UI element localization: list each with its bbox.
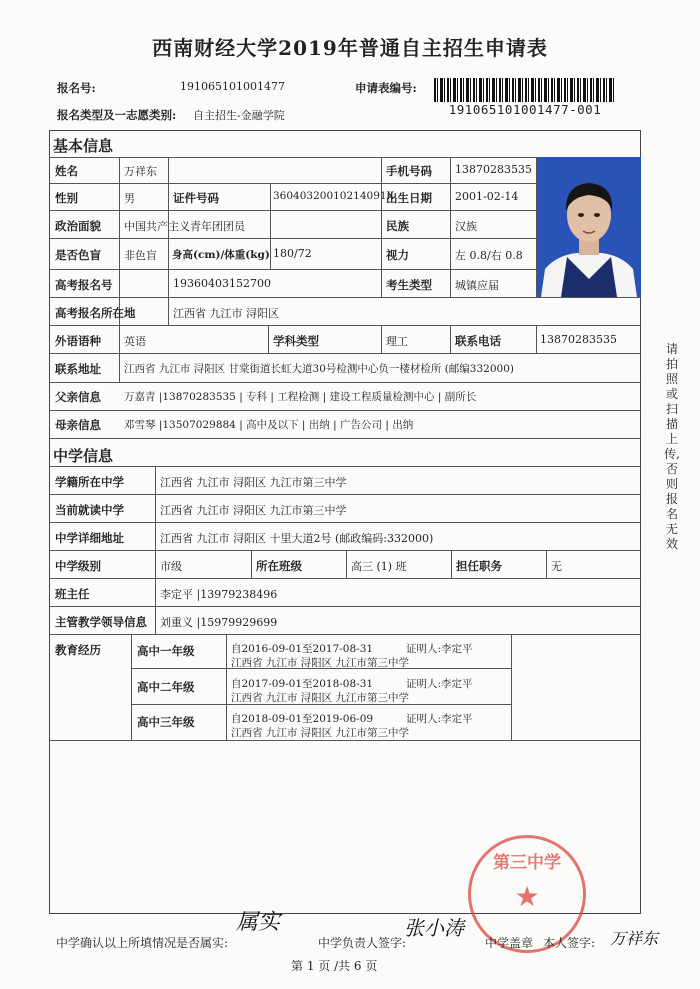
phone-label: 手机号码 xyxy=(386,164,432,178)
contact-phone-value: 13870283535 xyxy=(540,333,617,346)
reg-no-label: 报名号: xyxy=(57,81,96,95)
current-school-label: 当前就读中学 xyxy=(55,503,124,517)
type-label: 报名类型及一志愿类别: xyxy=(57,108,177,122)
barcode-number: 191065101001477-001 xyxy=(448,102,602,117)
birth-label: 出生日期 xyxy=(386,191,432,205)
level-label: 中学级别 xyxy=(55,559,101,573)
school-address-value: 江西省 九江市 浔阳区 十里大道2号 (邮政编码:332000) xyxy=(160,532,434,545)
colorblind-label: 是否色盲 xyxy=(55,248,101,262)
edu-witness: 证明人:李定平 xyxy=(406,678,473,690)
self-signature: 万祥东 xyxy=(610,929,659,948)
exam-place-label: 高考报名所在地 xyxy=(55,306,136,320)
side-note: 请拍照或扫描上传,否则报名无效 xyxy=(664,342,680,551)
id-label: 证件号码 xyxy=(173,191,219,205)
height-weight-label: 身高(cm)/体重(kg) xyxy=(172,249,270,261)
section-basic-title: 基本信息 xyxy=(53,137,114,155)
exam-place-value: 江西省 九江市 浔阳区 xyxy=(173,307,279,320)
head-teacher-value: 李定平 |13979238496 xyxy=(160,588,278,601)
father-value: 万嘉青 |13870283535 | 专科 | 工程检测 | 建设工程质量检测中心 | 副所长 xyxy=(124,391,477,403)
form-no-label: 申请表编号: xyxy=(355,81,417,95)
subject-value: 理工 xyxy=(386,335,408,348)
leader-label: 主管教学领导信息 xyxy=(55,615,147,629)
confirm-signature: 属实 xyxy=(236,910,281,935)
political-label: 政治面貌 xyxy=(55,219,101,233)
seal-text: 第三中学 xyxy=(493,853,561,873)
mother-label: 母亲信息 xyxy=(55,418,101,432)
phone-value: 13870283535 xyxy=(455,163,532,176)
name-label: 姓名 xyxy=(55,164,78,178)
address-value: 江西省 九江市 浔阳区 甘棠街道长虹大道30号检测中心负一楼材检所 (邮编332000) xyxy=(124,363,514,375)
address-label: 联系地址 xyxy=(55,362,101,376)
form-title: 西南财经大学2019年普通自主招生申请表 xyxy=(152,36,548,60)
seal-label: 中学盖章 xyxy=(485,936,534,950)
gender-label: 性别 xyxy=(55,191,78,205)
vision-label: 视力 xyxy=(386,248,409,262)
current-school-value: 江西省 九江市 浔阳区 九江市第三中学 xyxy=(160,504,347,517)
subject-label: 学科类型 xyxy=(273,334,319,348)
leader-value: 刘重义 |15979929699 xyxy=(160,616,278,629)
duty-value: 无 xyxy=(551,560,562,573)
language-label: 外语语种 xyxy=(55,334,101,348)
page-indicator: 第 1 页 /共 6 页 xyxy=(291,959,378,973)
star-icon: ★ xyxy=(514,880,540,913)
edu-grade: 高中二年级 xyxy=(137,680,195,694)
height-weight-value: 180/72 xyxy=(273,247,312,260)
edu-school: 江西省 九江市 浔阳区 九江市第三中学 xyxy=(231,692,410,704)
contact-phone-label: 联系电话 xyxy=(455,334,501,348)
principal-label: 中学负责人签字: xyxy=(318,936,407,950)
edu-witness: 证明人:李定平 xyxy=(406,643,473,655)
applicant-photo xyxy=(537,157,641,297)
reg-school-value: 江西省 九江市 浔阳区 九江市第三中学 xyxy=(160,476,347,489)
class-label: 所在班级 xyxy=(256,559,302,573)
class-value: 高三 (1) 班 xyxy=(351,560,407,573)
ethnic-value: 汉族 xyxy=(455,220,477,233)
edu-school: 江西省 九江市 浔阳区 九江市第三中学 xyxy=(231,657,410,669)
ethnic-label: 民族 xyxy=(386,219,409,233)
edu-period: 自2016-09-01至2017-08-31 xyxy=(231,643,374,655)
duty-label: 担任职务 xyxy=(456,559,502,573)
edu-period: 自2018-09-01至2019-06-09 xyxy=(231,713,374,725)
gender-value: 男 xyxy=(124,192,135,205)
edu-witness: 证明人:李定平 xyxy=(406,713,473,725)
education-label: 教育经历 xyxy=(55,643,101,657)
exam-no-value: 19360403152700 xyxy=(173,277,271,290)
type-value: 自主招生-金融学院 xyxy=(193,109,285,122)
birth-value: 2001-02-14 xyxy=(455,190,519,203)
father-label: 父亲信息 xyxy=(55,390,101,404)
level-value: 市级 xyxy=(160,560,182,573)
reg-school-label: 学籍所在中学 xyxy=(55,475,124,489)
edu-school: 江西省 九江市 浔阳区 九江市第三中学 xyxy=(231,727,410,739)
id-value: 36040320010214091X xyxy=(273,190,395,202)
edu-grade: 高中三年级 xyxy=(137,715,195,729)
candidate-type-value: 城镇应届 xyxy=(455,279,499,292)
vision-value: 左 0.8/右 0.8 xyxy=(455,249,523,262)
name-value: 万祥东 xyxy=(124,165,157,178)
colorblind-value: 非色盲 xyxy=(124,249,157,262)
self-sign-label: 本人签字: xyxy=(543,936,596,950)
exam-no-label: 高考报名号 xyxy=(55,278,113,292)
candidate-type-label: 考生类型 xyxy=(386,278,432,292)
school-address-label: 中学详细地址 xyxy=(55,531,124,545)
reg-no-value: 191065101001477 xyxy=(180,80,285,93)
confirm-label: 中学确认以上所填情况是否属实: xyxy=(56,936,229,950)
edu-grade: 高中一年级 xyxy=(137,644,195,658)
edu-period: 自2017-09-01至2018-08-31 xyxy=(231,678,374,690)
political-value: 中国共产主义青年团团员 xyxy=(124,220,245,233)
principal-signature: 张小涛 xyxy=(404,916,464,940)
head-teacher-label: 班主任 xyxy=(55,587,90,601)
section-school-title: 中学信息 xyxy=(53,447,114,465)
barcode-image xyxy=(434,78,614,102)
language-value: 英语 xyxy=(124,335,146,348)
mother-value: 邓雪琴 |13507029884 | 高中及以下 | 出纳 | 广告公司 | 出纳 xyxy=(124,419,414,431)
